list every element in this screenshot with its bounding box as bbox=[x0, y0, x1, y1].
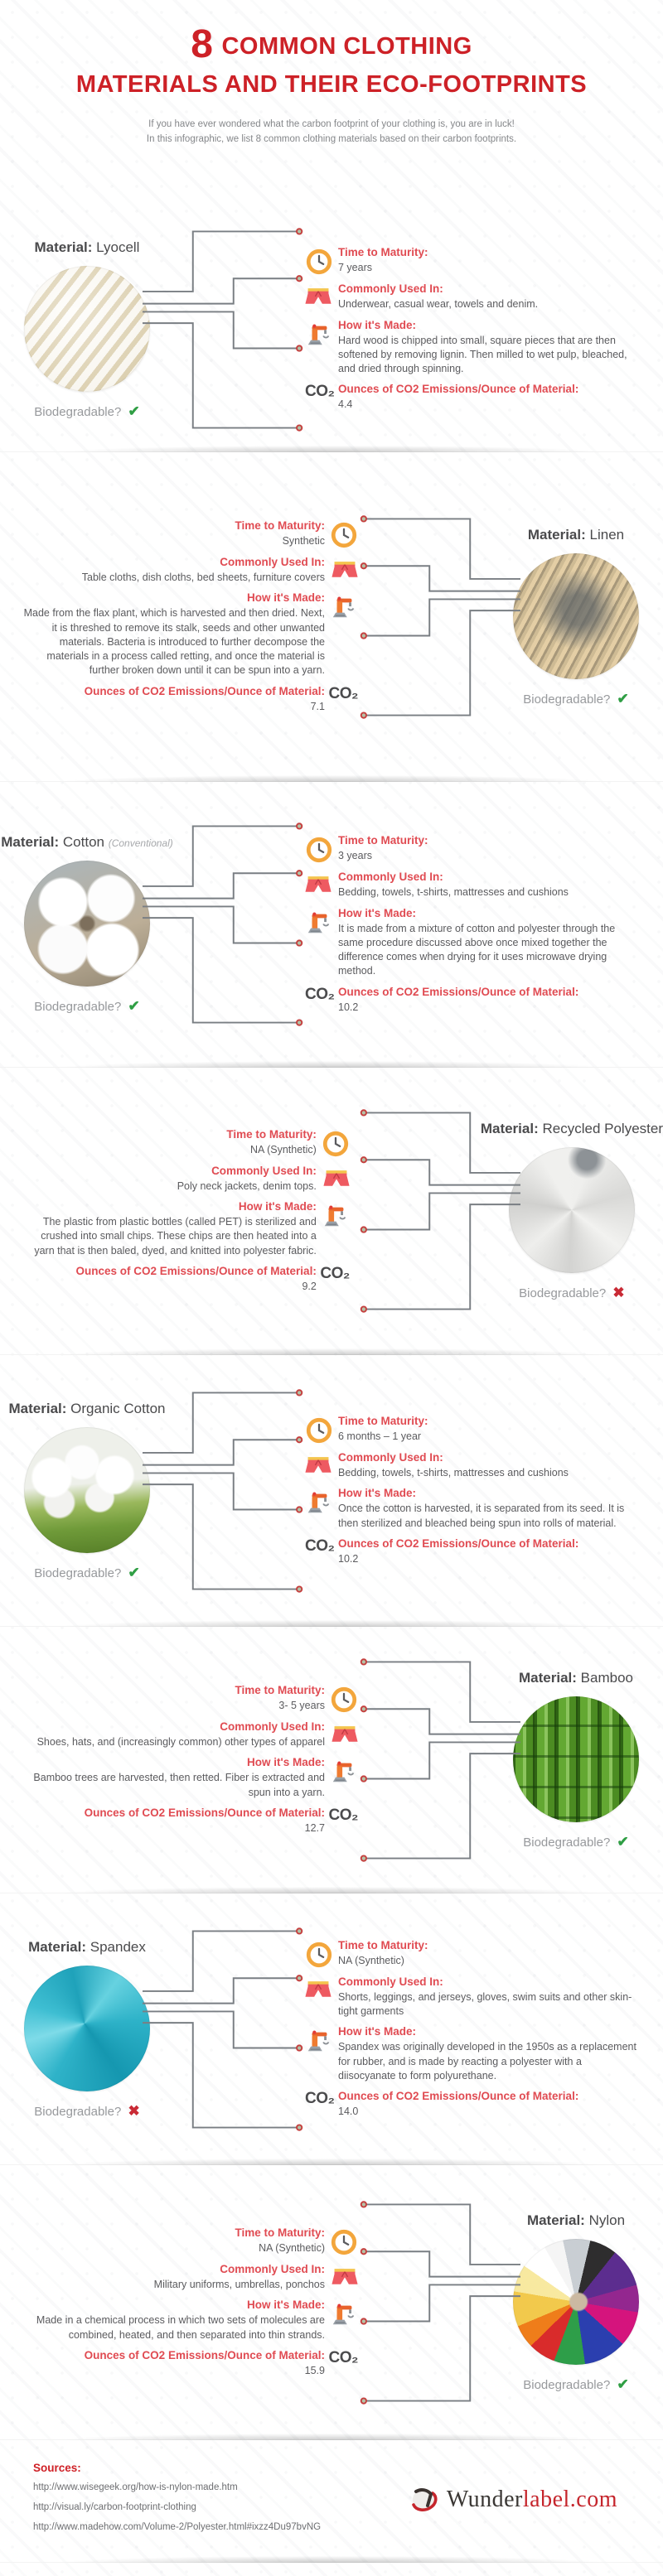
biodegradable-line bbox=[34, 998, 140, 1015]
intro-text: If you have ever wondered what the carbon footprint of your clothing is, you are in luck! In this infographic, we list 8 common clothing materials based on their carbon footprints. bbox=[146, 119, 517, 145]
used-in-item bbox=[23, 1165, 350, 1194]
co2-value: 9.2 bbox=[302, 1280, 317, 1292]
maturity-title: Time to Maturity: bbox=[338, 1938, 428, 1951]
used-in-value: Bedding, towels, t-shirts, mattresses and cushions bbox=[338, 1467, 569, 1479]
material-name: Lyocell bbox=[96, 239, 140, 255]
clock-icon bbox=[305, 1939, 338, 1969]
how-made-title: How it's Made: bbox=[338, 2025, 416, 2038]
how-made-value: Once the cotton is harvested, it is separated from its seed. It is then sterilized and bleached being spun into rolls of material. bbox=[338, 1503, 625, 1529]
maturity-title: Time to Maturity: bbox=[338, 246, 428, 259]
material-name: Cotton bbox=[62, 834, 104, 850]
used-in-title: Commonly Used In: bbox=[220, 556, 325, 569]
maturity-item bbox=[305, 246, 640, 276]
machine-icon bbox=[305, 2025, 338, 2055]
material-name: Recycled Polyester bbox=[542, 1121, 663, 1136]
used-in-title: Commonly Used In: bbox=[211, 1164, 317, 1177]
maturity-value: 3 years bbox=[338, 850, 372, 862]
how-made-title: How it's Made: bbox=[338, 318, 416, 331]
shorts-icon bbox=[305, 282, 338, 307]
source-link[interactable]: http://www.madehow.com/Volume-2/Polyester.html#ixzz4Du97bvNG bbox=[33, 2522, 322, 2532]
material-section bbox=[0, 451, 663, 781]
material-photo-column bbox=[481, 1121, 663, 1301]
co2-icon: CO₂ bbox=[305, 1536, 335, 1555]
material-label bbox=[527, 2212, 625, 2229]
co2-title: Ounces of CO2 Emissions/Ounce of Material: bbox=[338, 1536, 579, 1550]
used-in-item bbox=[23, 556, 358, 585]
shorts-icon bbox=[325, 556, 358, 581]
maturity-item bbox=[305, 1415, 640, 1445]
material-section bbox=[0, 207, 663, 451]
co2-icon: CO₂ bbox=[305, 2090, 335, 2107]
how-made-value: Bamboo trees are harvested, then retted. Fiber is extracted and spun into a yarn. bbox=[33, 1772, 325, 1798]
co2-value: 4.4 bbox=[338, 398, 353, 411]
co2-value: 10.2 bbox=[338, 1001, 359, 1013]
maturity-item bbox=[23, 1128, 350, 1158]
material-name: Organic Cotton bbox=[70, 1400, 166, 1416]
infographic-header bbox=[0, 0, 663, 207]
co2-value: 7.1 bbox=[310, 700, 325, 712]
material-section bbox=[0, 1067, 663, 1354]
material-details bbox=[23, 513, 358, 721]
material-details bbox=[305, 239, 640, 418]
co2-title: Ounces of CO2 Emissions/Ounce of Material: bbox=[338, 383, 579, 396]
clock-icon bbox=[317, 1128, 350, 1158]
co2-value: 15.9 bbox=[304, 2364, 325, 2376]
maturity-item bbox=[305, 1939, 640, 1969]
maturity-value: NA (Synthetic) bbox=[338, 1954, 404, 1966]
maturity-title: Time to Maturity: bbox=[235, 519, 325, 533]
wunderlabel-logo[interactable] bbox=[407, 2483, 617, 2516]
material-label bbox=[28, 1939, 146, 1956]
material-photo-column bbox=[0, 1401, 174, 1581]
biodegradable-mark-icon: ✔ bbox=[128, 998, 140, 1014]
sources-title: Sources: bbox=[33, 2462, 81, 2474]
how-made-value: Spandex was originally developed in the 1950s as a replacement for rubber, and is made by reacting a polyester with a diisocyanate to form polyurethane. bbox=[338, 2041, 636, 2082]
biodegradable-line bbox=[34, 403, 140, 420]
shorts-icon bbox=[325, 2263, 358, 2288]
material-sections bbox=[0, 207, 663, 2439]
biodegradable-mark-icon: ✔ bbox=[128, 403, 140, 419]
biodegradable-mark-icon: ✖ bbox=[128, 2102, 140, 2119]
co2-title: Ounces of CO2 Emissions/Ounce of Material: bbox=[75, 1264, 317, 1277]
material-photo-column bbox=[489, 1670, 663, 1850]
source-link[interactable]: http://visual.ly/carbon-footprint-clothing bbox=[33, 2502, 196, 2512]
material-photo bbox=[24, 1966, 150, 2091]
title-line2: MATERIALS AND THEIR ECO-FOOTPRINTS bbox=[75, 71, 588, 98]
footer bbox=[0, 2439, 663, 2562]
material-section bbox=[0, 2164, 663, 2439]
material-section bbox=[0, 1354, 663, 1626]
how-made-value: It is made from a mixture of cotton and polyester through the same procedure discussed above once mixed together the difference comes when drying for it uses microwave drying method. bbox=[338, 922, 616, 977]
how-made-title: How it's Made: bbox=[247, 591, 325, 605]
how-made-item bbox=[23, 591, 358, 678]
used-in-value: Military uniforms, umbrellas, ponchos bbox=[153, 2279, 325, 2290]
used-in-value: Poly neck jackets, denim tops. bbox=[177, 1179, 317, 1192]
used-in-item bbox=[305, 282, 640, 311]
co2-item bbox=[305, 986, 640, 1015]
co2-title: Ounces of CO2 Emissions/Ounce of Material: bbox=[84, 1806, 325, 1819]
maturity-item bbox=[23, 519, 358, 549]
title-number: 8 bbox=[191, 22, 215, 66]
title-line1: COMMON CLOTHING bbox=[221, 33, 472, 60]
biodegradable-line bbox=[523, 691, 629, 707]
material-photo bbox=[24, 861, 150, 987]
material-section bbox=[0, 1626, 663, 1893]
co2-item bbox=[23, 2349, 358, 2378]
co2-icon: CO₂ bbox=[320, 1264, 350, 1282]
maturity-value: NA (Synthetic) bbox=[259, 2242, 325, 2254]
maturity-value: 7 years bbox=[338, 262, 372, 274]
co2-item bbox=[305, 2090, 640, 2119]
source-link[interactable]: http://www.wisegeek.org/how-is-nylon-made.htm bbox=[33, 2482, 238, 2492]
material-prefix: Material: bbox=[480, 1121, 539, 1136]
material-label bbox=[481, 1121, 663, 1137]
co2-title: Ounces of CO2 Emissions/Ounce of Material: bbox=[84, 2348, 325, 2361]
logo-text: Wunderlabel.com bbox=[446, 2487, 617, 2512]
biodegradable-label: Biodegradable? bbox=[34, 1565, 122, 1580]
biodegradable-mark-icon: ✔ bbox=[128, 1564, 140, 1580]
shorts-icon bbox=[325, 1720, 358, 1745]
biodegradable-mark-icon: ✖ bbox=[612, 1285, 625, 1300]
how-made-item bbox=[305, 907, 640, 979]
used-in-value: Bedding, towels, t-shirts, mattresses and cushions bbox=[338, 886, 569, 899]
shorts-icon bbox=[305, 1451, 338, 1476]
how-made-item bbox=[305, 1487, 640, 1531]
sources-block bbox=[33, 2462, 321, 2542]
maturity-title: Time to Maturity: bbox=[226, 1127, 317, 1141]
machine-icon bbox=[305, 1487, 338, 1517]
how-made-value: Hard wood is chipped into small, square pieces that are then softened by removing lignin. Then milled to wet pulp, bleached, and dried through spinning. bbox=[338, 334, 627, 375]
biodegradable-label: Biodegradable? bbox=[34, 2104, 122, 2119]
shorts-icon bbox=[305, 871, 338, 895]
material-prefix: Material: bbox=[526, 2212, 585, 2228]
clock-icon bbox=[325, 519, 358, 549]
co2-item bbox=[23, 685, 358, 714]
shorts-icon bbox=[317, 1165, 350, 1189]
maturity-value: Synthetic bbox=[282, 535, 325, 548]
biodegradable-mark-icon: ✔ bbox=[617, 690, 629, 707]
biodegradable-line bbox=[34, 1565, 140, 1581]
used-in-item bbox=[23, 1720, 358, 1749]
how-made-item bbox=[23, 2299, 358, 2342]
maturity-title: Time to Maturity: bbox=[235, 1684, 325, 1696]
co2-icon: CO₂ bbox=[305, 985, 335, 1003]
machine-icon bbox=[325, 591, 358, 621]
used-in-value: Table cloths, dish cloths, bed sheets, furniture covers bbox=[81, 572, 325, 584]
how-made-title: How it's Made: bbox=[247, 2299, 325, 2312]
co2-item bbox=[305, 1537, 640, 1566]
material-name: Spandex bbox=[90, 1938, 146, 1955]
maturity-value: NA (Synthetic) bbox=[249, 1143, 317, 1155]
maturity-item bbox=[305, 834, 640, 864]
material-prefix: Material: bbox=[519, 1669, 577, 1686]
used-in-title: Commonly Used In: bbox=[220, 2263, 325, 2275]
material-label bbox=[9, 1401, 166, 1417]
how-made-item bbox=[23, 1200, 350, 1258]
used-in-item bbox=[23, 2263, 358, 2292]
used-in-title: Commonly Used In: bbox=[338, 282, 443, 296]
material-photo bbox=[513, 553, 639, 679]
biodegradable-label: Biodegradable? bbox=[523, 2377, 611, 2392]
material-label bbox=[519, 1670, 633, 1686]
material-variant: (Conventional) bbox=[108, 837, 173, 849]
material-photo bbox=[513, 2239, 639, 2365]
how-made-value: Made from the flax plant, which is harvested and then dried. Next, it is threshed to remove its stalk, seeds and other unwanted materials. Bacteria is introduced to further decompose the materials in a process called retting, and once the material is further broken down until it can be spun into a yarn. bbox=[23, 607, 325, 677]
material-section bbox=[0, 1893, 663, 2164]
used-in-value: Shorts, leggings, and jerseys, gloves, swim suits and other skin-tight garments bbox=[338, 1990, 632, 2017]
clock-icon bbox=[305, 834, 338, 864]
material-details bbox=[305, 1932, 640, 2126]
material-section bbox=[0, 781, 663, 1067]
material-details bbox=[23, 1122, 350, 1300]
machine-icon bbox=[305, 907, 338, 937]
how-made-value: Made in a chemical process in which two sets of molecules are combined, heated, and then separated into thin strands. bbox=[36, 2314, 325, 2341]
clock-icon bbox=[305, 246, 338, 276]
used-in-item bbox=[305, 871, 640, 900]
used-in-title: Commonly Used In: bbox=[338, 1975, 443, 1988]
biodegradable-label: Biodegradable? bbox=[519, 1286, 607, 1300]
used-in-title: Commonly Used In: bbox=[338, 1451, 443, 1464]
material-photo bbox=[509, 1147, 635, 1273]
material-name: Linen bbox=[589, 526, 625, 543]
material-details bbox=[23, 1677, 358, 1842]
co2-item bbox=[305, 383, 640, 412]
used-in-value: Shoes, hats, and (increasingly common) other types of apparel bbox=[36, 1736, 325, 1748]
how-made-title: How it's Made: bbox=[238, 1200, 317, 1213]
co2-icon: CO₂ bbox=[328, 2348, 358, 2366]
co2-title: Ounces of CO2 Emissions/Ounce of Material: bbox=[84, 684, 325, 697]
material-prefix: Material: bbox=[34, 239, 93, 255]
co2-value: 12.7 bbox=[304, 1821, 325, 1834]
material-photo bbox=[24, 1427, 150, 1553]
maturity-item bbox=[23, 2226, 358, 2256]
maturity-item bbox=[23, 1684, 358, 1714]
biodegradable-mark-icon: ✔ bbox=[617, 2376, 629, 2392]
biodegradable-label: Biodegradable? bbox=[34, 1000, 122, 1014]
page-title bbox=[0, 20, 663, 99]
biodegradable-label: Biodegradable? bbox=[523, 692, 611, 707]
material-prefix: Material: bbox=[527, 526, 586, 543]
biodegradable-label: Biodegradable? bbox=[523, 1835, 611, 1850]
material-details bbox=[305, 1408, 640, 1573]
used-in-title: Commonly Used In: bbox=[220, 1720, 325, 1733]
clock-icon bbox=[325, 1684, 358, 1714]
material-label bbox=[1, 834, 173, 851]
machine-icon bbox=[317, 1200, 350, 1230]
co2-item bbox=[23, 1807, 358, 1836]
co2-title: Ounces of CO2 Emissions/Ounce of Material: bbox=[338, 985, 579, 998]
material-name: Bamboo bbox=[580, 1669, 633, 1686]
material-photo-column bbox=[489, 527, 663, 707]
clock-icon bbox=[305, 1415, 338, 1445]
material-photo bbox=[24, 266, 150, 392]
biodegradable-line bbox=[523, 2376, 629, 2393]
logo-swirl-icon bbox=[407, 2483, 440, 2516]
biodegradable-line bbox=[519, 1285, 625, 1301]
used-in-item bbox=[305, 1975, 640, 2019]
used-in-item bbox=[305, 1451, 640, 1480]
maturity-title: Time to Maturity: bbox=[338, 1415, 428, 1427]
co2-title: Ounces of CO2 Emissions/Ounce of Material: bbox=[338, 2090, 579, 2102]
machine-icon bbox=[325, 1756, 358, 1786]
material-photo-column bbox=[0, 239, 174, 420]
maturity-value: 6 months – 1 year bbox=[338, 1430, 422, 1442]
material-prefix: Material: bbox=[8, 1400, 67, 1416]
co2-icon: CO₂ bbox=[328, 684, 358, 702]
biodegradable-line bbox=[523, 1834, 629, 1850]
how-made-value: The plastic from plastic bottles (called PET) is sterilized and crushed into small chips. These chips are then heated into a yarn that is then baled, dyed, and knitted into polyester fabric. bbox=[34, 1216, 317, 1257]
material-photo-column bbox=[0, 1939, 174, 2120]
how-made-title: How it's Made: bbox=[338, 906, 416, 919]
material-prefix: Material: bbox=[1, 834, 60, 850]
biodegradable-line bbox=[34, 2103, 140, 2120]
clock-icon bbox=[325, 2226, 358, 2256]
how-made-item bbox=[305, 2025, 640, 2083]
material-photo bbox=[513, 1696, 639, 1822]
co2-icon: CO₂ bbox=[305, 383, 335, 401]
material-label bbox=[528, 527, 624, 543]
material-details bbox=[305, 827, 640, 1021]
material-label bbox=[35, 239, 140, 256]
material-photo-column bbox=[489, 2212, 663, 2393]
how-made-title: How it's Made: bbox=[247, 1756, 325, 1769]
material-photo-column bbox=[0, 834, 174, 1015]
maturity-title: Time to Maturity: bbox=[235, 2226, 325, 2239]
machine-icon bbox=[325, 2299, 358, 2328]
material-prefix: Material: bbox=[28, 1938, 87, 1955]
co2-item bbox=[23, 1265, 350, 1294]
maturity-title: Time to Maturity: bbox=[338, 834, 428, 847]
how-made-item bbox=[305, 319, 640, 377]
used-in-title: Commonly Used In: bbox=[338, 871, 443, 884]
maturity-value: 3- 5 years bbox=[278, 1700, 325, 1711]
machine-icon bbox=[305, 319, 338, 349]
co2-value: 14.0 bbox=[338, 2106, 359, 2117]
co2-value: 10.2 bbox=[338, 1552, 359, 1565]
material-details bbox=[23, 2220, 358, 2385]
biodegradable-mark-icon: ✔ bbox=[617, 1833, 629, 1850]
material-name: Nylon bbox=[588, 2212, 626, 2228]
page-end bbox=[0, 2562, 663, 2576]
shorts-icon bbox=[305, 1975, 338, 2000]
co2-icon: CO₂ bbox=[328, 1806, 358, 1824]
how-made-title: How it's Made: bbox=[338, 1487, 416, 1500]
how-made-item bbox=[23, 1756, 358, 1800]
biodegradable-label: Biodegradable? bbox=[34, 404, 122, 419]
used-in-value: Underwear, casual wear, towels and denim. bbox=[338, 298, 539, 311]
